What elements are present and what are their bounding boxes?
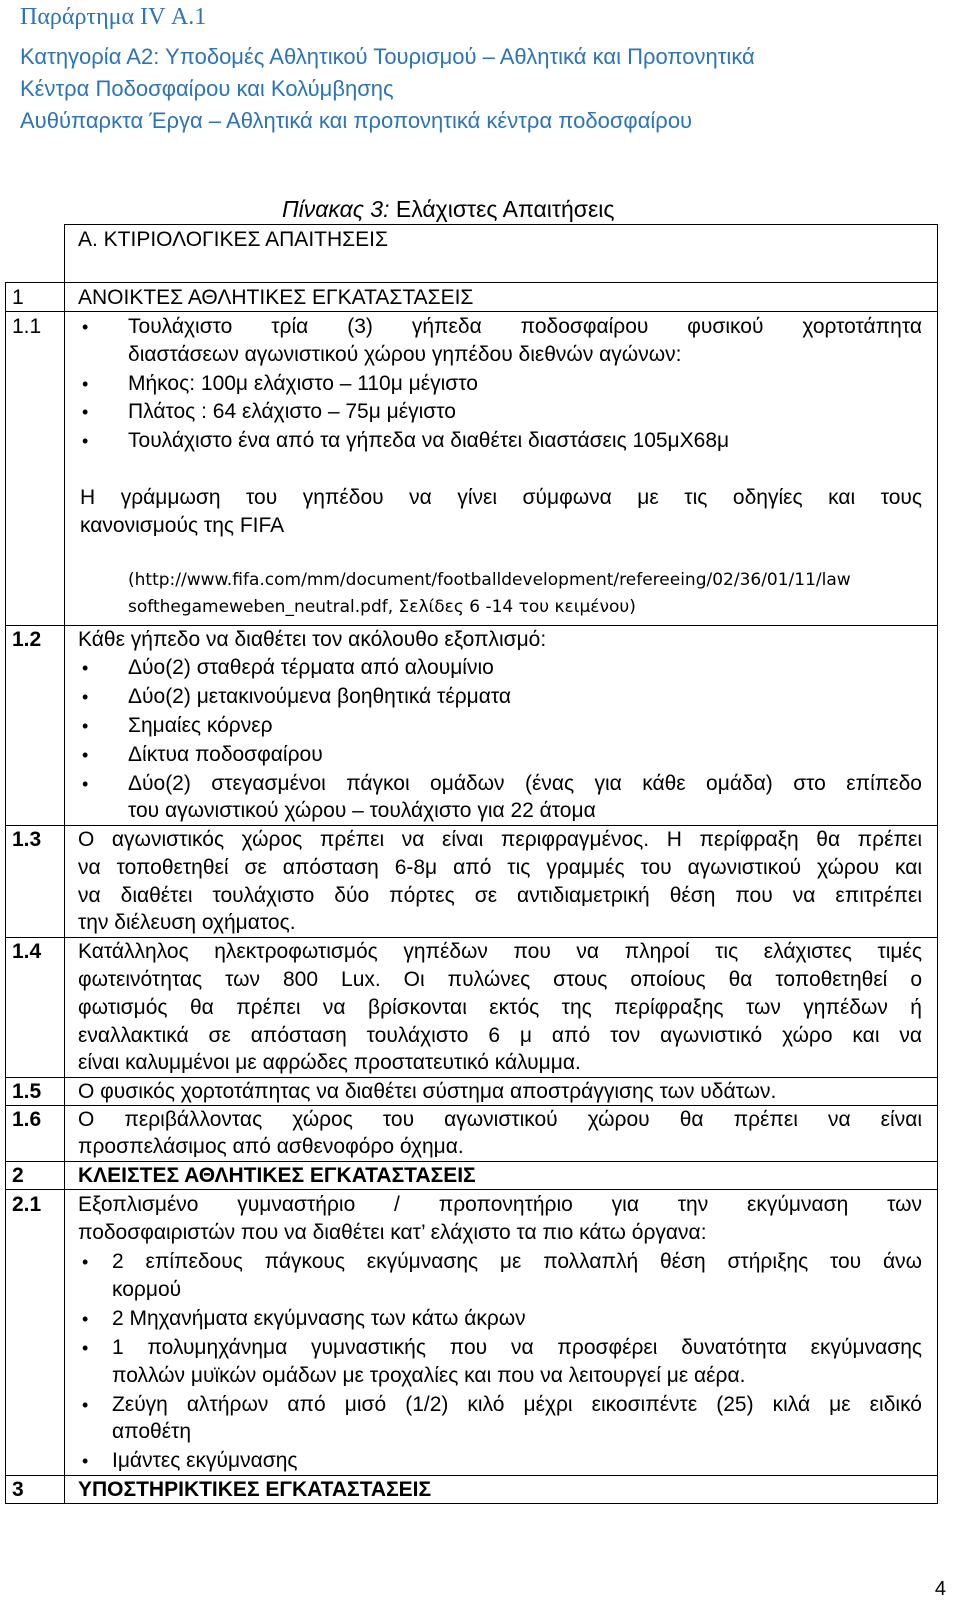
table-title-text: Ελάχιστες Απαιτήσεις — [389, 196, 615, 222]
row-1-4-number: 1.4 — [12, 940, 42, 963]
section-a-heading: Α. ΚΤΙΡΙΟΛΟΓΙΚΕΣ ΑΠΑΙΤΗΣΕΙΣ — [78, 228, 388, 251]
row-1-1-line-5: Τουλάχιστο ένα από τα γήπεδα να διαθέτει διαστάσεις 105μΧ68μ — [128, 429, 730, 452]
bullet: • — [82, 716, 89, 736]
table-title — [282, 196, 614, 223]
table-title-label: Πίνακας 3: — [282, 196, 390, 222]
row-2-1-line-8: Ζεύγη αλτήρων από μισό (1/2) κιλό μέχρι εικοσιπέντε (25) κιλά με ειδικό — [112, 1393, 922, 1416]
row-1-1-line-1: Τουλάχιστο τρία (3) γήπεδα ποδοσφαίρου φυσικού χορτοτάπητα — [128, 315, 922, 338]
row-2-1-line-1: Εξοπλισμένο γυμναστήριο / προπονητήριο για την εκγύμναση των — [78, 1193, 922, 1216]
row-1-heading: ΑΝΟΙΚΤΕΣ ΑΘΛΗΤΙΚΕΣ ΕΓΚΑΤΑΣΤΑΣΕΙΣ — [78, 286, 474, 309]
row-1-2-number: 1.2 — [12, 628, 42, 651]
row-1-1-line-7: κανονισμούς της FIFA — [80, 514, 285, 537]
bullet: • — [82, 1309, 89, 1329]
fifa-url-line-2: softhegameweben_neutral.pdf, Σελίδες 6 -14 του κειμένου) — [128, 597, 636, 617]
row-1-2-line-6: Δύο(2) στεγασμένοι πάγκοι ομάδων (ένας για κάθε ομάδα) στο επίπεδο — [128, 772, 922, 795]
category-line-2: Κέντρα Ποδοσφαίρου και Κολύμβησης — [20, 76, 394, 101]
row-2-1-line-3: 2 επίπεδους πάγκους εκγύμνασης με πολλαπλή θέση στήριξης του άνω — [112, 1250, 922, 1273]
bullet: • — [82, 1395, 89, 1415]
row-1-5-line-1: Ο φυσικός χορτοτάπητας να διαθέτει σύστημα αποστράγγισης των υδάτων. — [78, 1080, 777, 1103]
bullet: • — [82, 374, 89, 394]
fifa-url-line-1: (http://www.fifa.com/mm/document/footballdevelopment/refereeing/02/36/01/11/law — [128, 570, 851, 590]
row-2-1-line-9: αποθέτη — [112, 1420, 192, 1443]
category-line-3: Αυθύπαρκτα Έργα – Αθλητικά και προπονητικά κέντρα ποδοσφαίρου — [20, 108, 693, 133]
row-1-2-line-4: Σημαίες κόρνερ — [128, 714, 273, 737]
bullet: • — [82, 658, 89, 678]
bullet: • — [82, 1252, 89, 1272]
row-1-4-line-4: εναλλακτικά σε απόσταση τουλάχιστο 6 μ από τον αγωνιστικό χώρο και να — [78, 1024, 922, 1047]
row-1-1-line-6: Η γράμμωση του γηπέδου να γίνει σύμφωνα με τις οδηγίες και τους — [80, 486, 922, 509]
row-1-1-number: 1.1 — [12, 315, 42, 338]
row-1-3-line-2: να τοποθετηθεί σε απόσταση 6-8μ από τις γραμμές του αγωνιστικού χώρου και — [78, 856, 922, 879]
row-1-4-line-3: φωτισμός θα πρέπει να βρίσκονται εκτός της περίφραξης των γηπέδων ή — [78, 996, 922, 1019]
row-1-4-line-2: φωτεινότητας των 800 Lux. Οι πυλώνες στους οποίους θα τοποθετηθεί ο — [78, 968, 922, 991]
bullet: • — [82, 1338, 89, 1358]
row-1-2-line-7: του αγωνιστικού χώρου – τουλάχιστο για 22 άτομα — [128, 799, 596, 822]
row-1-3-number: 1.3 — [12, 828, 42, 851]
category-line-1: Κατηγορία Α2: Υποδομές Αθλητικού Τουρισμού – Αθλητικά και Προπονητικά — [20, 44, 755, 69]
row-2-1-line-2: ποδοσφαιριστών που να διαθέτει κατ’ ελάχιστο τα πιο κάτω όργανα: — [78, 1221, 707, 1244]
row-1-1-line-4: Πλάτος : 64 ελάχιστο – 75μ μέγιστο — [128, 400, 456, 423]
bullet: • — [82, 402, 89, 422]
bullet: • — [82, 745, 89, 765]
row-1-1-line-3: Μήκος: 100μ ελάχιστο – 110μ μέγιστο — [128, 372, 478, 395]
row-1-number: 1 — [12, 286, 24, 309]
row-1-6-number: 1.6 — [12, 1108, 42, 1131]
row-1-5-number: 1.5 — [12, 1080, 42, 1103]
row-1-6-line-2: προσπελάσιμος από ασθενοφόρο όχημα. — [78, 1135, 464, 1158]
row-2-1-line-5: 2 Μηχανήματα εκγύμνασης των κάτω άκρων — [112, 1307, 526, 1330]
page-number: 4 — [934, 1578, 946, 1600]
row-2-1-line-6: 1 πολυμηχάνημα γυμναστικής που να προσφέρει δυνατότητα εκγύμνασης — [112, 1336, 922, 1359]
bullet: • — [82, 1451, 89, 1471]
row-2-1-line-10: Ιμάντες εκγύμνασης — [112, 1449, 298, 1472]
row-1-4-line-5: είναι καλυμμένοι με αφρώδες προστατευτικό κάλυμμα. — [78, 1051, 581, 1074]
row-3-number: 3 — [12, 1478, 24, 1501]
row-1-2-line-3: Δύο(2) μετακινούμενα βοηθητικά τέρματα — [128, 685, 512, 708]
row-2-number: 2 — [12, 1164, 24, 1187]
row-1-1-line-2: διαστάσεων αγωνιστικού χώρου γηπέδου διεθνών αγώνων: — [128, 343, 682, 366]
appendix-title: Παράρτημα IV Α.1 — [20, 4, 207, 30]
row-1-2-line-5: Δίκτυα ποδοσφαίρου — [128, 743, 323, 766]
row-1-6-line-1: Ο περιβάλλοντας χώρος του αγωνιστικού χώρου θα πρέπει να είναι — [78, 1108, 922, 1131]
bullet: • — [82, 431, 89, 451]
bullet: • — [82, 317, 89, 337]
row-2-1-line-4: κορμού — [112, 1278, 182, 1301]
row-3-heading: ΥΠΟΣΤΗΡΙΚΤΙΚΕΣ ΕΓΚΑΤΑΣΤΑΣΕΙΣ — [78, 1478, 432, 1501]
row-1-3-line-4: την διέλευση οχήματος. — [78, 911, 296, 934]
row-2-1-number: 2.1 — [12, 1193, 42, 1216]
row-2-heading: ΚΛΕΙΣΤΕΣ ΑΘΛΗΤΙΚΕΣ ΕΓΚΑΤΑΣΤΑΣΕΙΣ — [78, 1164, 476, 1187]
row-2-1-line-7: πολλών μυϊκών ομάδων με τροχαλίες και που να λειτουργεί με αέρα. — [112, 1364, 746, 1387]
row-1-2-line-2: Δύο(2) σταθερά τέρματα από αλουμίνιο — [128, 656, 494, 679]
row-1-2-line-1: Κάθε γήπεδο να διαθέτει τον ακόλουθο εξοπλισμό: — [78, 628, 547, 651]
bullet: • — [82, 687, 89, 707]
bullet: • — [82, 774, 89, 794]
row-1-3-line-1: Ο αγωνιστικός χώρος πρέπει να είναι περιφραγμένος. Η περίφραξη θα πρέπει — [78, 828, 922, 851]
row-1-3-line-3: να διαθέτει τουλάχιστο δύο πόρτες σε αντιδιαμετρική θέση που να επιτρέπει — [78, 884, 922, 907]
row-1-4-line-1: Κατάλληλος ηλεκτροφωτισμός γηπέδων που να πληροί τις ελάχιστες τιμές — [78, 940, 922, 963]
